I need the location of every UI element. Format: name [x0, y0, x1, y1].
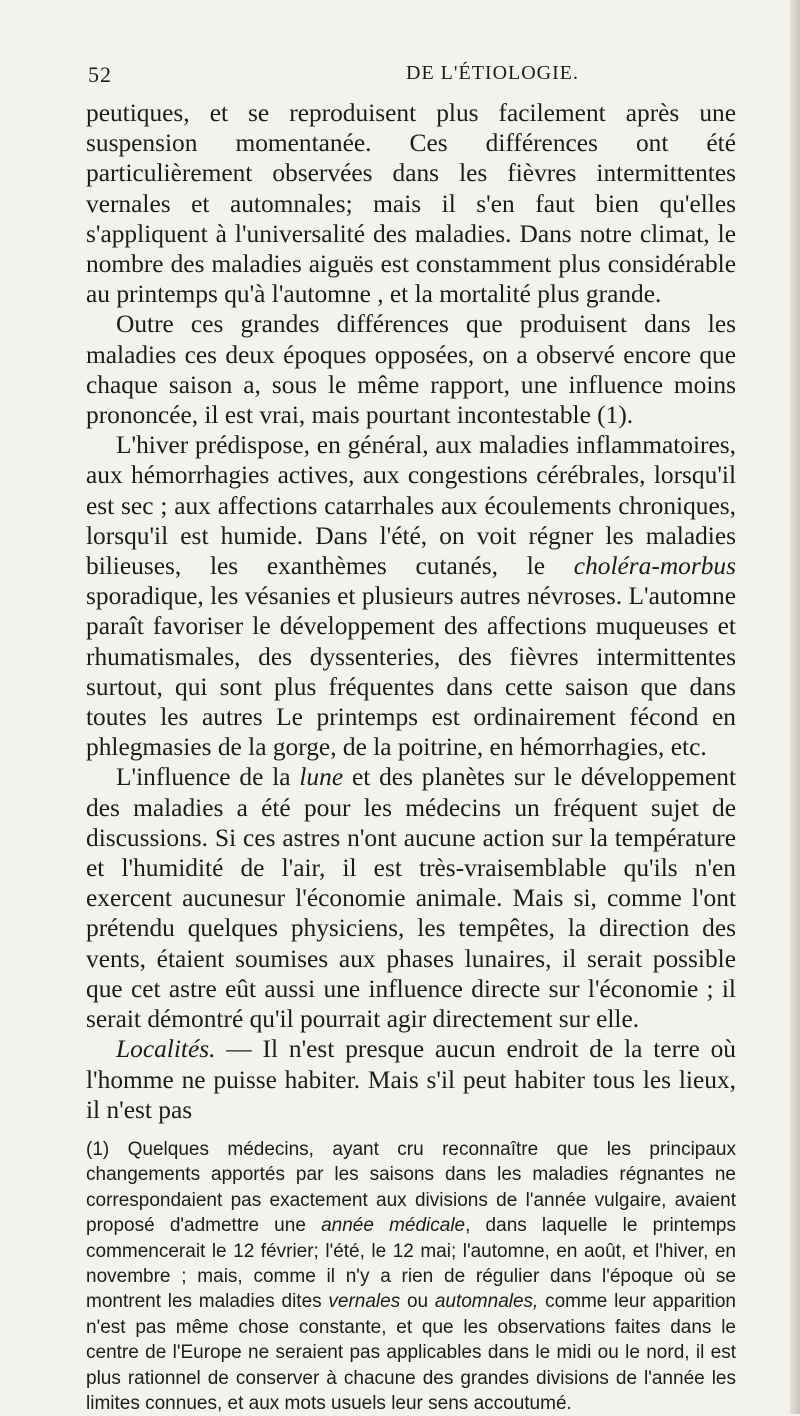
text-run: et des planètes sur le développement des maladies a été pour les médecins un fréquent sujet de discussions. Si ces astres n'ont aucune action sur la température et l'humidité de l'air, il est très-vraisemblable qu'ils n'en exercent aucunesur l'économie animale. Mais si, comme l'ont prétendu quelques physiciens, les tempêtes, la direction des vents, étaient soumises aux phases lunaires, il serait possible que cet astre eût aussi une influence directe sur l'économie ; il serait démontré qu'il pourrait agir directement sur elle. — [86, 763, 736, 1034]
page-number: 52 — [88, 62, 112, 87]
footnote-run: , dans laquelle le printemps commencerait le 12 février; l'été, le 12 mai; l'automne, en août, et l'hiver, en novembre ; mais, comme il n'y a rien de régulier dans l'époque où se montrent les maladies dites — [86, 1215, 736, 1313]
paragraph — [86, 430, 736, 762]
footnote — [86, 1137, 736, 1416]
text-run: sporadique, les vésanies et plusieurs autres névroses. L'automne paraît favoriser le développement des affections muqueuses et rhumatismales, des dyssenteries, des fièvres intermittentes surtout, qui sont plus fréquentes dans cette saison que dans toutes les autres Le printemps est ordinairement fécond en phlegmasies de la gorge, de la poitrine, en hémorrhagies, etc. — [86, 582, 736, 762]
text-run: L'hiver prédispose, en général, aux maladies inflammatoires, aux hémorrhagies actives, aux congestions cérébrales, lorsqu'il est sec ; aux affections catarrhales aux écoulements chroniques, lorsqu'il est humide. Dans l'été, on voit régner les maladies bilieuses, les exanthèmes cutanés, le — [86, 431, 736, 581]
book-page — [86, 58, 736, 1416]
footnote-run: ou — [400, 1291, 435, 1313]
text-run: Outre ces grandes différences que produisent dans les maladies ces deux époques opposées, on a observé encore que chaque saison a, sous le même rapport, une influence moins prononcée, il est vrai, mais pourtant incontestable (1). — [86, 310, 736, 430]
page-header — [86, 58, 736, 98]
paragraph — [86, 309, 736, 430]
italic-term: choléra-morbus — [573, 552, 736, 581]
italic-term: lune — [299, 763, 344, 792]
footnote-run: comme leur apparition n'est pas même chose constante, et que les observations faites dans le centre de l'Europe ne seraient pas applicables dans le midi ou le nord, il est plus rationnel de conserver à chacune des grandes divisions de l'année les limites connues, et aux mots usuels leur sens accoutumé. — [86, 1291, 736, 1414]
footnote-italic: année médicale — [321, 1215, 466, 1237]
footnote-run: (1) Quelques médecins, ayant cru reconnaître que les principaux changements apportés par les saisons dans les maladies régnantes ne correspondaient pas exactement aux divisions de l'année vulgaire, avaient proposé d'admettre une — [86, 1138, 736, 1237]
footnotes — [86, 1137, 736, 1416]
footnote-italic: vernales — [328, 1291, 401, 1313]
text-run: — Il n'est presque aucun endroit de la terre où l'homme ne puisse habiter. Mais s'il peut habiter tous les lieux, il n'est pas — [86, 1035, 736, 1124]
body-text — [86, 98, 736, 1125]
footnote-italic: automnales, — [434, 1291, 539, 1313]
running-head: DE L'ÉTIOLOGIE. — [406, 62, 579, 84]
text-run: peutiques, et se reproduisent plus facilement après une suspension momentanée. Ces différences ont été particulièrement observées dans les fièvres intermittentes vernales et automnales; mais il s'en faut bien qu'elles s'appliquent à l'universalité des maladies. Dans notre climat, le nombre des maladies aiguës est constamment plus considérable au printemps qu'à l'automne , et la mortalité plus grande. — [86, 99, 736, 309]
paragraph — [86, 762, 736, 1034]
paragraph — [86, 1034, 736, 1125]
section-heading: Localités. — [116, 1035, 216, 1064]
page-edge — [790, 0, 800, 1414]
paragraph — [86, 98, 736, 309]
text-run: L'influence de la — [116, 763, 300, 792]
